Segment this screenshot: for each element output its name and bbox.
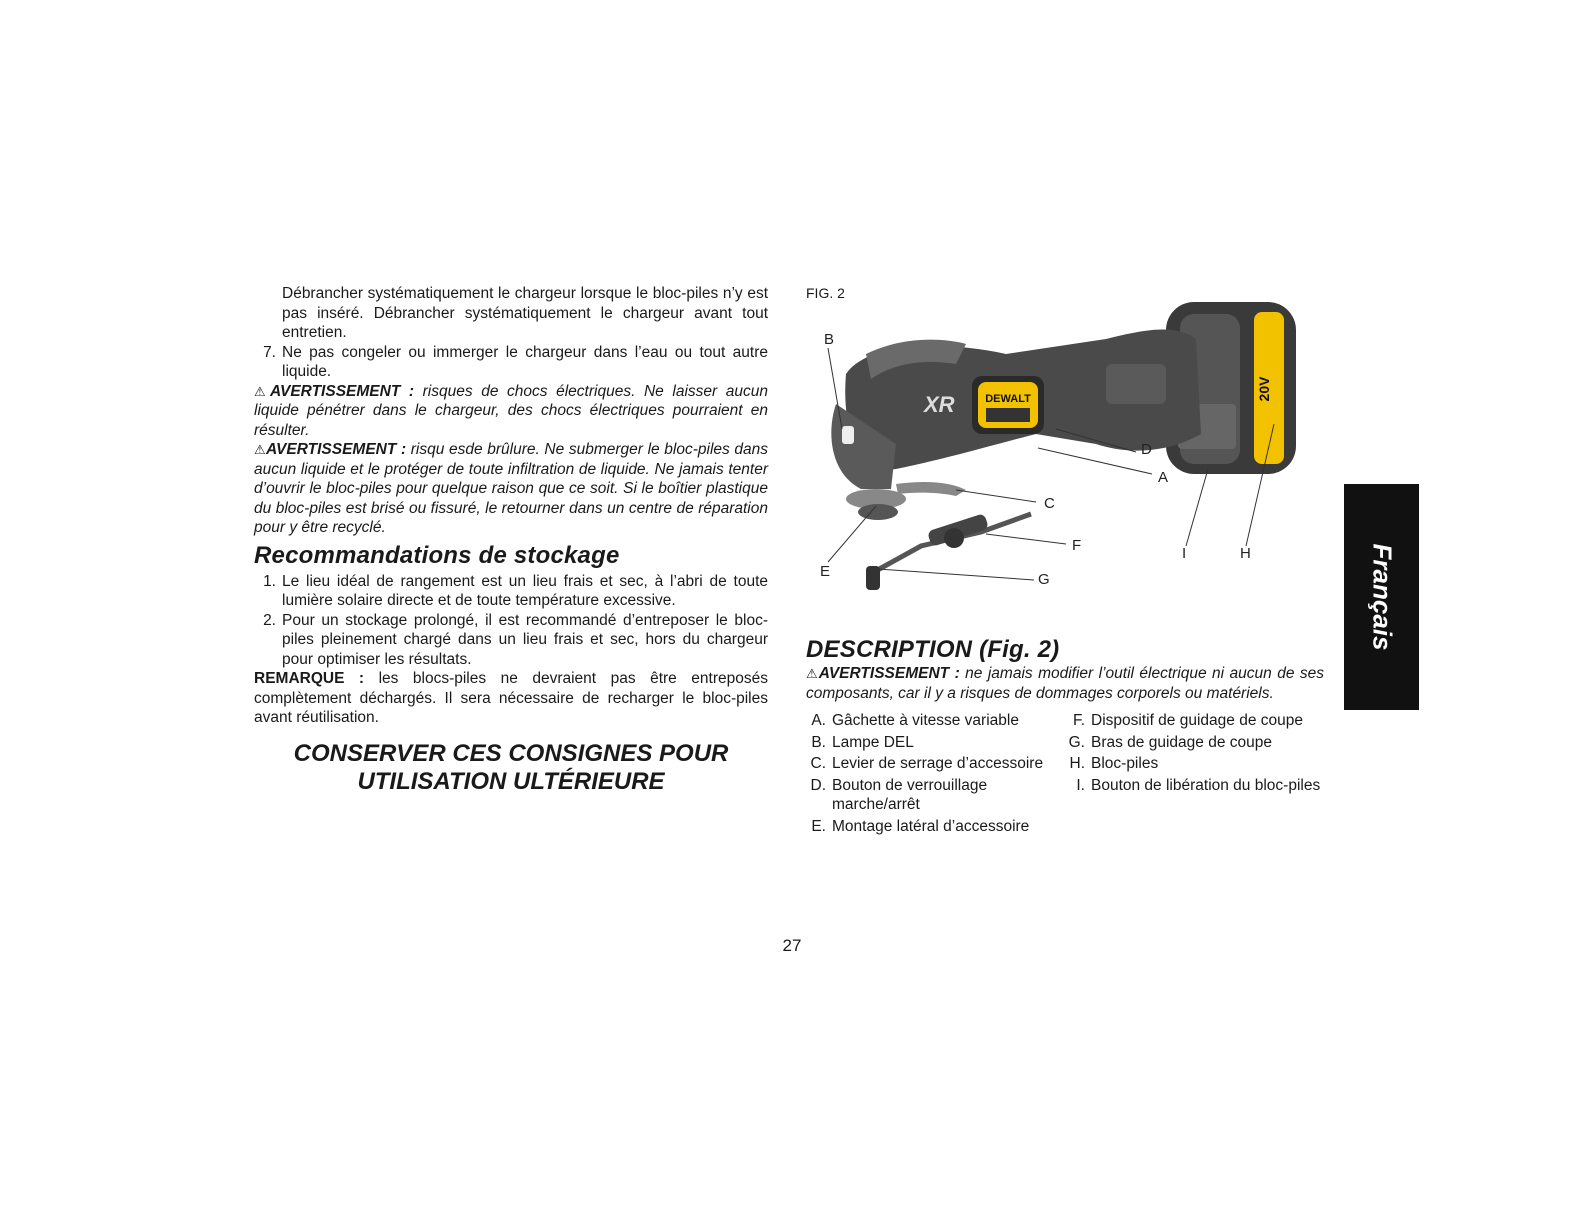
part-letter: G. <box>1068 733 1085 751</box>
list-item-text: Pour un stockage prolongé, il est recommandé d’entreposer le bloc-piles pleinement chargé dans un lieu frais et sec, hors du chargeur pour optimiser les résultats. <box>282 611 768 668</box>
list-item-text: Ne pas congeler ou immerger le chargeur dans l’eau ou tout autre liquide. <box>282 343 768 380</box>
list-item <box>1065 776 1324 796</box>
warning-label: AVERTISSEMENT : <box>269 382 415 400</box>
save-heading-line1: CONSERVER CES CONSIGNES POUR <box>293 739 729 767</box>
oscillating-tool-illustration <box>806 284 1324 614</box>
figure-2 <box>806 284 1324 614</box>
part-name: Bouton de verrouillage marche/arrêt <box>832 776 988 813</box>
warning-label: AVERTISSEMENT : <box>265 441 407 458</box>
battery-voltage-text: 20V <box>1256 376 1272 402</box>
storage-list <box>254 572 768 670</box>
list-item <box>806 733 1065 753</box>
warning-text: risqu esde brûlure. Ne submerger le bloc-piles dans aucun liquide et le protéger de toute infiltration de liquide. Ne jamais tenter d’ouvrir le bloc-piles pour quelque raison que ce soit. Si le boîtier plastique du bloc-piles est brisé ou fissuré, le retourner dans un centre de réparation pour y être recyclé. <box>254 441 768 536</box>
list-item <box>806 817 1065 837</box>
list-item <box>1065 711 1324 731</box>
part-letter: F. <box>1072 712 1085 729</box>
list-item-number: 2. <box>263 611 276 629</box>
part-name: Lampe DEL <box>832 733 914 751</box>
list-item-text: Le lieu idéal de rangement est un lieu frais et sec, à l’abri de toute lumière solaire directe et de toute température excessive. <box>282 572 768 609</box>
save-instructions-heading <box>254 740 768 796</box>
callout-b: B <box>824 331 835 348</box>
part-letter: D. <box>810 776 826 794</box>
callout-f: F <box>1072 537 1082 554</box>
list-item <box>806 711 1065 731</box>
part-letter: H. <box>1069 755 1085 772</box>
language-tab <box>1344 484 1419 710</box>
description-heading: DESCRIPTION (Fig. 2) <box>806 636 1060 663</box>
language-tab-label: Français <box>1367 543 1397 651</box>
storage-heading: Recommandations de stockage <box>254 541 620 569</box>
brand-text: DEWALT <box>985 393 1031 405</box>
parts-list <box>806 711 1324 838</box>
parts-column-left <box>806 711 1065 838</box>
list-item <box>806 776 1065 815</box>
callout-d: D <box>1141 441 1152 458</box>
callout-c: C <box>1044 495 1055 512</box>
callout-h: H <box>1240 545 1251 562</box>
description-section <box>806 636 1324 838</box>
part-name: Bloc-piles <box>1091 755 1159 772</box>
part-letter: B. <box>811 733 826 751</box>
warning-triangle-icon: ⚠ <box>806 666 819 681</box>
warning-triangle-icon: ⚠ <box>254 383 270 399</box>
list-item <box>1065 733 1324 753</box>
save-heading-line2: UTILISATION ULTÉRIEURE <box>357 767 665 795</box>
remark-label: REMARQUE : <box>254 670 365 687</box>
warning-burn <box>254 440 768 538</box>
part-name: Dispositif de guidage de coupe <box>1091 712 1303 729</box>
callout-i: I <box>1182 545 1187 562</box>
part-letter: A. <box>811 712 826 729</box>
charger-unplug-paragraph: Débrancher systématiquement le chargeur lorsque le bloc-piles n’y est pas inséré. Débrancher systématiquement le chargeur avant tout entretien. <box>282 285 768 341</box>
list-item-number: 1. <box>263 572 276 590</box>
part-letter: E. <box>811 817 826 835</box>
list-item <box>806 754 1065 774</box>
part-name: Gâchette à vitesse variable <box>832 712 1019 729</box>
list-item <box>254 572 768 611</box>
list-item-number: 7. <box>263 343 276 361</box>
warning-text: ne jamais modifier l’outil électrique ni aucun de ses composants, car il y a risques de dommages corporels ou matériels. <box>806 665 1325 702</box>
left-column <box>254 284 768 796</box>
warning-modification <box>806 664 1324 703</box>
part-letter: C. <box>810 755 826 772</box>
part-name: Bouton de libération du bloc-piles <box>1091 776 1321 794</box>
tool-body-drawing <box>831 330 1201 520</box>
part-name: Bras de guidage de coupe <box>1091 733 1272 751</box>
list-item <box>1065 754 1324 774</box>
xr-badge-text: XR <box>924 392 955 417</box>
warning-label: AVERTISSEMENT : <box>818 665 960 682</box>
part-name: Levier de serrage d’accessoire <box>832 755 1044 772</box>
list-item <box>254 343 768 382</box>
page-number: 27 <box>782 936 802 955</box>
list-item <box>254 611 768 670</box>
part-letter: I. <box>1076 776 1085 794</box>
parts-column-right <box>1065 711 1324 838</box>
part-name: Montage latéral d’accessoire <box>832 817 1030 835</box>
warning-text: risques de chocs électriques. Ne laisser aucun liquide pénétrer dans le chargeur, des chocs électriques pourraient en résulter. <box>254 382 768 439</box>
callout-g: G <box>1038 571 1050 588</box>
remark-paragraph <box>254 669 768 728</box>
remark-text: les blocs-piles ne devraient pas être entreposés complètement déchargés. Il sera nécessaire de recharger le bloc-piles avant réutilisation. <box>254 670 768 726</box>
warning-triangle-icon: ⚠ <box>254 442 266 457</box>
callout-e: E <box>820 563 831 580</box>
figure-label: FIG. 2 <box>806 285 845 301</box>
callout-a: A <box>1158 469 1169 486</box>
warning-electric-shock <box>254 382 768 441</box>
